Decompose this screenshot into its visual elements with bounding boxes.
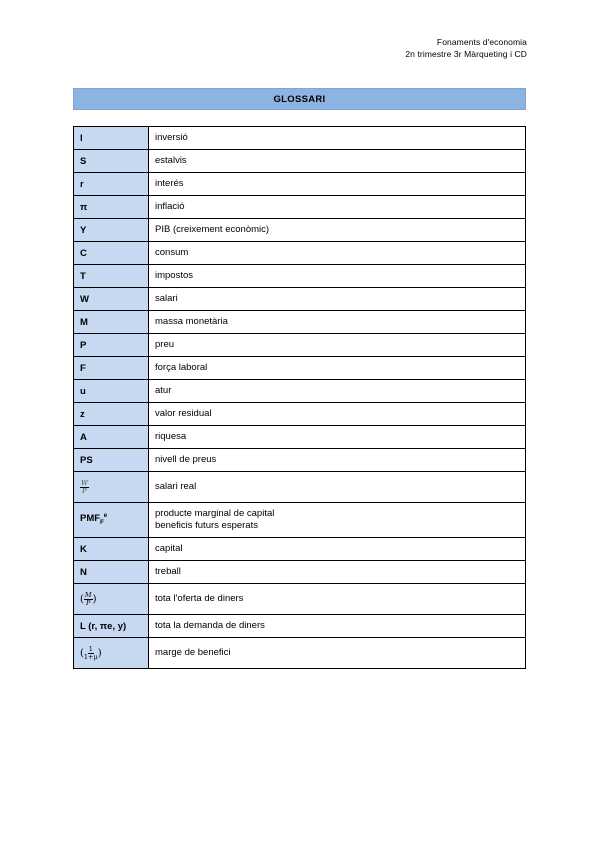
table-row [74,127,526,150]
glossary-title: GLOSSARI [273,93,326,105]
symbol-cell: C [74,242,149,265]
table-row [74,173,526,196]
table-row [74,242,526,265]
symbol-subscript: F [100,520,104,527]
definition-cell: capital [149,538,526,561]
definition-cell: atur [149,380,526,403]
fraction-denominator: 1+μ [83,652,98,661]
definition-cell: riquesa [149,426,526,449]
definition-cell: inflació [149,196,526,219]
fraction-denominator: P [86,598,91,607]
close-paren: ) [92,593,97,605]
definition-cell: PIB (creixement econòmic) [149,219,526,242]
symbol-cell: M [74,311,149,334]
table-row [74,311,526,334]
symbol-cell: N [74,561,149,584]
symbol-cell: Y [74,219,149,242]
symbol-main: PMF [80,513,101,525]
header-course-title: Fonaments d'economia [436,37,527,47]
definition-line-1: producte marginal de capital [155,508,275,519]
definition-cell: força laboral [149,357,526,380]
open-paren: ( [80,647,84,659]
table-row [74,503,526,538]
definition-cell: impostos [149,265,526,288]
symbol-cell: z [74,403,149,426]
table-row [74,403,526,426]
table-row [74,334,526,357]
page-header [405,36,527,60]
definition-cell [149,503,526,538]
fraction-numerator: 1 [88,644,93,653]
table-row [74,449,526,472]
definition-cell: interés [149,173,526,196]
table-row [74,380,526,403]
table-row [74,196,526,219]
symbol-cell: u [74,380,149,403]
symbol-cell: T [74,265,149,288]
definition-cell: estalvis [149,150,526,173]
glossary-table [73,126,526,669]
definition-cell: salari real [149,472,526,503]
definition-cell: treball [149,561,526,584]
fraction-denominator: P [82,486,87,495]
symbol-cell: I [74,127,149,150]
symbol-cell [74,638,149,669]
definition-cell: inversió [149,127,526,150]
symbol-cell: A [74,426,149,449]
definition-line-2: beneficis futurs esperats [155,520,258,531]
symbol-cell [74,472,149,503]
definition-cell: preu [149,334,526,357]
money-supply-fraction [84,592,93,607]
symbol-cell: PS [74,449,149,472]
fraction-numerator: M [84,590,92,599]
symbol-cell [74,503,149,538]
table-row [74,561,526,584]
table-row [74,538,526,561]
definition-cell: nivell de preus [149,449,526,472]
definition-cell: tota l'oferta de diners [149,584,526,615]
table-row [74,150,526,173]
fraction-numerator: W [81,478,88,487]
definition-cell: consum [149,242,526,265]
symbol-cell [74,584,149,615]
definition-cell: salari [149,288,526,311]
glossary-banner [73,88,526,110]
table-row [74,265,526,288]
definition-cell: marge de benefici [149,638,526,669]
table-row [74,472,526,503]
symbol-cell: r [74,173,149,196]
markup-fraction [84,646,98,661]
symbol-cell: F [74,357,149,380]
symbol-superscript: e [103,513,108,520]
real-wage-fraction [80,480,89,495]
table-row [74,584,526,615]
definition-cell: massa monetària [149,311,526,334]
table-row [74,426,526,449]
definition-cell: valor residual [149,403,526,426]
symbol-cell: π [74,196,149,219]
symbol-cell: L (r, πe, y) [74,615,149,638]
table-row [74,638,526,669]
table-row [74,615,526,638]
table-row [74,357,526,380]
close-paren: ) [97,647,102,659]
table-row [74,288,526,311]
symbol-cell: S [74,150,149,173]
symbol-cell: P [74,334,149,357]
header-course-subtitle: 2n trimestre 3r Màrqueting i CD [405,49,527,59]
table-row [74,219,526,242]
open-paren: ( [80,593,84,605]
definition-cell: tota la demanda de diners [149,615,526,638]
symbol-cell: K [74,538,149,561]
symbol-cell: W [74,288,149,311]
